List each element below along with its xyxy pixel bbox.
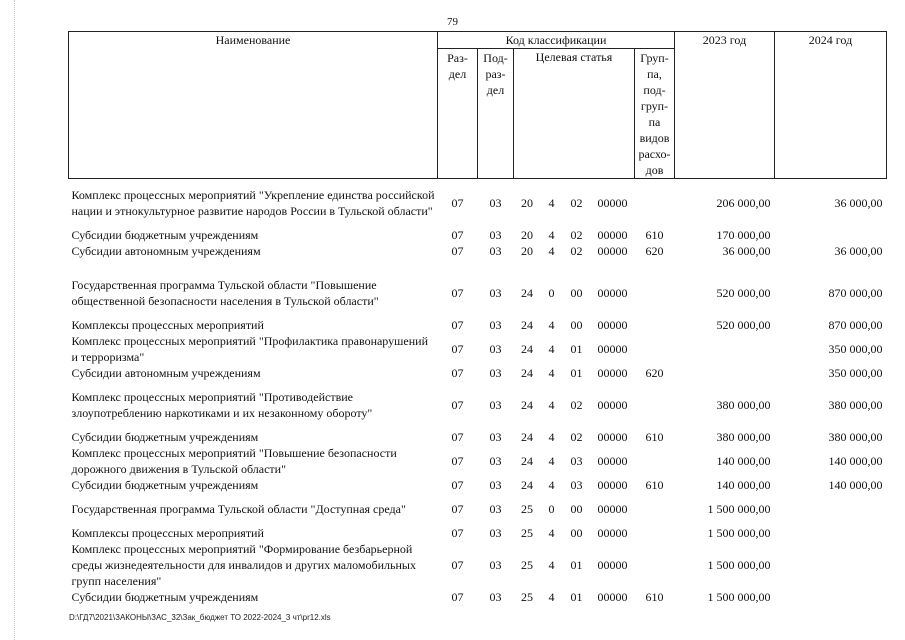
- amount-2023: 520 000,00: [716, 317, 771, 332]
- row-name: Государственная программа Тульской области "Доступная среда": [71, 501, 406, 516]
- header-target-article: Целевая статья: [514, 49, 635, 179]
- target-event-code: 01: [570, 341, 583, 356]
- target-type-code: 4: [548, 557, 555, 572]
- target-program-code: 24: [521, 477, 533, 492]
- target-type-code: 4: [548, 341, 555, 356]
- target-direction-code: 00000: [597, 397, 628, 412]
- amount-2023: 380 000,00: [716, 429, 771, 444]
- section-code: 07: [451, 317, 464, 332]
- subsection-code: 03: [489, 589, 502, 604]
- target-type-code: 4: [548, 589, 555, 604]
- row-name: Субсидии бюджетным учреждениям: [71, 429, 259, 444]
- target-event-code: 01: [570, 365, 583, 380]
- target-program-code: 25: [521, 589, 533, 604]
- amount-2023: 206 000,00: [716, 195, 771, 210]
- expense-group-code: 610: [645, 477, 664, 492]
- row-name: Комплексы процессных мероприятий: [71, 525, 264, 540]
- section-code: 07: [451, 195, 464, 210]
- target-event-code: 02: [570, 429, 583, 444]
- expense-group-code: [635, 541, 675, 589]
- expense-group-code: 610: [645, 227, 664, 242]
- target-direction-code: 00000: [597, 243, 628, 258]
- target-type-code: 4: [548, 317, 555, 332]
- target-event-code: 02: [570, 195, 583, 210]
- header-subsection: Под- раз- дел: [478, 49, 514, 179]
- amount-2024: [775, 541, 887, 589]
- subsection-code: 03: [489, 477, 502, 492]
- amount-2024: 380 000,00: [828, 429, 883, 444]
- header-section: Раз- дел: [438, 49, 478, 179]
- target-type-code: 4: [548, 227, 555, 242]
- target-direction-code: 00000: [597, 477, 628, 492]
- table-row: [69, 227, 887, 243]
- expense-group-code: 610: [645, 589, 664, 604]
- section-code: 07: [451, 453, 464, 468]
- subsection-code: 03: [489, 317, 502, 332]
- expense-group-code: [635, 445, 675, 477]
- target-event-code: 03: [570, 453, 583, 468]
- subsection-code: 03: [489, 243, 502, 258]
- target-program-code: 24: [521, 453, 533, 468]
- section-code: 07: [451, 477, 464, 492]
- amount-2023: 520 000,00: [716, 285, 771, 300]
- amount-2023: 1 500 000,00: [707, 501, 771, 516]
- section-code: 07: [451, 365, 464, 380]
- page-number: 79: [447, 16, 458, 28]
- target-type-code: 4: [548, 397, 555, 412]
- expense-group-code: [635, 525, 675, 541]
- table-header: [69, 32, 887, 179]
- subsection-code: 03: [489, 557, 502, 572]
- amount-2024: 36 000,00: [834, 195, 883, 210]
- target-direction-code: 00000: [597, 589, 628, 604]
- subsection-code: 03: [489, 195, 502, 210]
- file-path-footer: D:\ГД7\2021\ЗАКОНЫ\ЗАС_32\Зак_бюджет ТО 2022-2024_3 чт\pr12.xls: [69, 613, 331, 622]
- target-direction-code: 00000: [597, 501, 628, 516]
- row-name: Субсидии бюджетным учреждениям: [71, 227, 259, 242]
- target-type-code: 4: [548, 365, 555, 380]
- section-code: 07: [451, 525, 464, 540]
- amount-2024: 140 000,00: [828, 453, 883, 468]
- expense-group-code: [635, 269, 675, 317]
- table-row: [69, 333, 887, 365]
- amount-2023: 170 000,00: [716, 227, 771, 242]
- target-direction-code: 00000: [597, 365, 628, 380]
- amount-2024: [775, 589, 887, 605]
- amount-2023: [675, 333, 775, 365]
- expense-group-code: [635, 317, 675, 333]
- section-code: 07: [451, 243, 464, 258]
- amount-2023: 36 000,00: [722, 243, 771, 258]
- table-row: [69, 429, 887, 445]
- target-program-code: 24: [521, 365, 533, 380]
- section-code: 07: [451, 557, 464, 572]
- table-row: [69, 445, 887, 477]
- section-code: 07: [451, 429, 464, 444]
- row-name: Комплекс процессных мероприятий "Повышение безопасности дорожного движения в Тульской области": [71, 445, 397, 476]
- amount-2024: 870 000,00: [828, 285, 883, 300]
- target-direction-code: 00000: [597, 285, 628, 300]
- amount-2024: 36 000,00: [834, 243, 883, 258]
- row-name: Комплекс процессных мероприятий "Противодействие злоупотреблению наркотиками и их незаконному обороту": [71, 389, 373, 420]
- target-event-code: 00: [570, 525, 583, 540]
- target-program-code: 25: [521, 525, 533, 540]
- subsection-code: 03: [489, 227, 502, 242]
- amount-2023: 380 000,00: [716, 397, 771, 412]
- row-spacer: [69, 259, 887, 269]
- amount-2023: 140 000,00: [716, 477, 771, 492]
- section-code: 07: [451, 227, 464, 242]
- amount-2024: [775, 227, 887, 243]
- section-code: 07: [451, 285, 464, 300]
- row-name: Субсидии бюджетным учреждениям: [71, 477, 259, 492]
- target-direction-code: 00000: [597, 195, 628, 210]
- table-row: [69, 589, 887, 605]
- target-program-code: 24: [521, 285, 533, 300]
- target-event-code: 00: [570, 317, 583, 332]
- row-name: Субсидии автономным учреждениям: [71, 243, 261, 258]
- target-type-code: 0: [548, 501, 555, 516]
- section-code: 07: [451, 501, 464, 516]
- row-name: Комплекс процессных мероприятий "Формирование безбарьерной среды жизнедеятельности для инвалидов и других маломобильных групп населения": [71, 541, 416, 588]
- amount-2023: 1 500 000,00: [707, 589, 771, 604]
- amount-2023: 140 000,00: [716, 453, 771, 468]
- table-row: [69, 493, 887, 525]
- row-name: Субсидии автономным учреждениям: [71, 365, 261, 380]
- amount-2023: 1 500 000,00: [707, 557, 771, 572]
- target-direction-code: 00000: [597, 429, 628, 444]
- target-type-code: 4: [548, 477, 555, 492]
- table-row: [69, 317, 887, 333]
- amount-2024: 380 000,00: [828, 397, 883, 412]
- amount-2024: 350 000,00: [828, 341, 883, 356]
- target-event-code: 01: [570, 557, 583, 572]
- target-program-code: 20: [521, 227, 533, 242]
- expense-group-code: 610: [645, 429, 664, 444]
- target-program-code: 25: [521, 501, 533, 516]
- target-direction-code: 00000: [597, 557, 628, 572]
- subsection-code: 03: [489, 429, 502, 444]
- header-expense-group: Груп- па, под- груп- па видов расхо- дов: [635, 49, 675, 179]
- header-year-2023: 2023 год: [675, 32, 775, 179]
- target-direction-code: 00000: [597, 525, 628, 540]
- target-program-code: 24: [521, 397, 533, 412]
- table-body: [69, 179, 887, 605]
- table-row: [69, 179, 887, 227]
- target-event-code: 01: [570, 589, 583, 604]
- subsection-code: 03: [489, 501, 502, 516]
- target-type-code: 4: [548, 195, 555, 210]
- subsection-code: 03: [489, 453, 502, 468]
- target-program-code: 24: [521, 429, 533, 444]
- section-code: 07: [451, 397, 464, 412]
- section-code: 07: [451, 341, 464, 356]
- target-program-code: 24: [521, 341, 533, 356]
- target-program-code: 24: [521, 317, 533, 332]
- expense-group-code: [635, 493, 675, 525]
- amount-2024: 350 000,00: [828, 365, 883, 380]
- table-row: [69, 243, 887, 259]
- amount-2023: 1 500 000,00: [707, 525, 771, 540]
- subsection-code: 03: [489, 397, 502, 412]
- target-type-code: 4: [548, 525, 555, 540]
- amount-2024: [775, 493, 887, 525]
- binding-margin-line: [14, 0, 15, 640]
- expense-group-code: [635, 179, 675, 227]
- subsection-code: 03: [489, 525, 502, 540]
- target-event-code: 02: [570, 397, 583, 412]
- header-name: Наименование: [69, 32, 438, 179]
- target-event-code: 02: [570, 243, 583, 258]
- row-name: Комплекс процессных мероприятий "Укрепление единства российской нации и этнокультурное развитие народов России в Тульской области": [71, 187, 435, 218]
- expense-group-code: 620: [645, 243, 664, 258]
- target-type-code: 0: [548, 285, 555, 300]
- expense-group-code: [635, 381, 675, 429]
- table-row: [69, 381, 887, 429]
- subsection-code: 03: [489, 341, 502, 356]
- row-name: Государственная программа Тульской области "Повышение общественной безопасности населения в Тульской области": [71, 277, 379, 308]
- table-row: [69, 269, 887, 317]
- expense-group-code: 620: [645, 365, 664, 380]
- table-row: [69, 365, 887, 381]
- target-event-code: 00: [570, 501, 583, 516]
- header-year-2024: 2024 год: [775, 32, 887, 179]
- target-direction-code: 00000: [597, 453, 628, 468]
- target-program-code: 20: [521, 195, 533, 210]
- amount-2024: [775, 525, 887, 541]
- target-direction-code: 00000: [597, 317, 628, 332]
- target-type-code: 4: [548, 429, 555, 444]
- target-program-code: 20: [521, 243, 533, 258]
- subsection-code: 03: [489, 365, 502, 380]
- target-event-code: 00: [570, 285, 583, 300]
- row-name: Субсидии бюджетным учреждениям: [71, 589, 259, 604]
- row-name: Комплексы процессных мероприятий: [71, 317, 264, 332]
- amount-2024: 140 000,00: [828, 477, 883, 492]
- expense-group-code: [635, 333, 675, 365]
- table-row: [69, 541, 887, 589]
- target-direction-code: 00000: [597, 341, 628, 356]
- target-type-code: 4: [548, 243, 555, 258]
- target-direction-code: 00000: [597, 227, 628, 242]
- budget-table: [68, 31, 887, 605]
- target-program-code: 25: [521, 557, 533, 572]
- table-row: [69, 525, 887, 541]
- header-code-group: Код классификации: [438, 32, 675, 49]
- target-type-code: 4: [548, 453, 555, 468]
- target-event-code: 03: [570, 477, 583, 492]
- table-row: [69, 477, 887, 493]
- target-event-code: 02: [570, 227, 583, 242]
- amount-2023: [675, 365, 775, 381]
- row-name: Комплекс процессных мероприятий "Профилактика правонарушений и терроризма": [71, 333, 428, 364]
- amount-2024: 870 000,00: [828, 317, 883, 332]
- subsection-code: 03: [489, 285, 502, 300]
- section-code: 07: [451, 589, 464, 604]
